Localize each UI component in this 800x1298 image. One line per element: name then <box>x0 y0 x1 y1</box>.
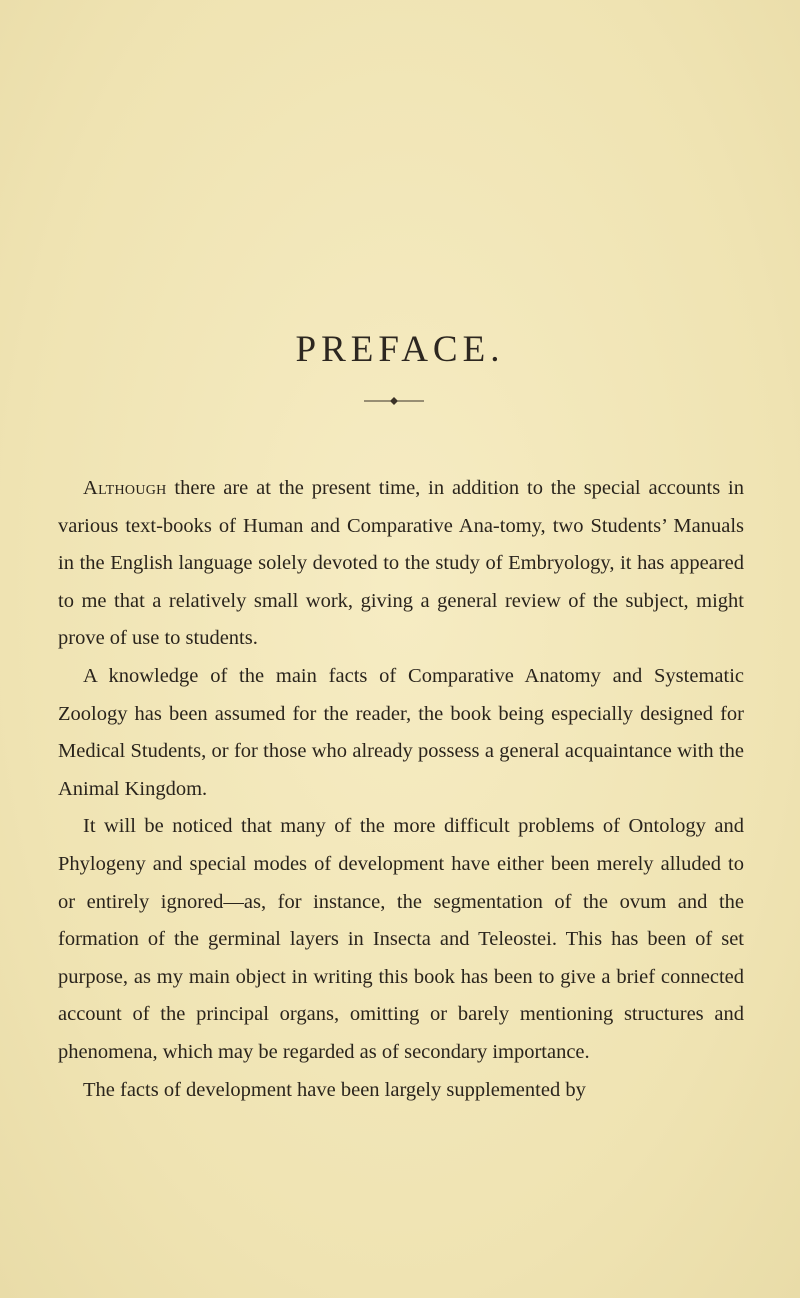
paragraph-1 <box>58 470 744 658</box>
paragraph-1-text: there are at the present time, in addition to the special accounts in various text-books of Human and Comparative Ana-tomy, two Students’ Manuals in the English language solely devoted to the study of Embryology, it has appeared to me that a relatively small work, giving a general review of the subject, might prove of use to students. <box>58 477 744 650</box>
paragraph-3: It will be noticed that many of the more difficult problems of Ontology and Phylogeny and special modes of development have either been merely alluded to or entirely ignored—as, for instance, the segmentation of the ovum and the formation of the germinal layers in Insecta and Teleostei. This has been of set purpose, as my main object in writing this book has been to give a brief connected account of the principal organs, omitting or barely mentioning structures and phenomena, which may be regarded as of secondary importance. <box>58 815 744 1063</box>
ornamental-rule <box>362 395 426 407</box>
page-title: PREFACE. <box>295 329 505 370</box>
preface-body <box>58 470 744 1109</box>
lead-word: Although <box>83 477 167 499</box>
paragraph-2: A knowledge of the main facts of Comparative Anatomy and Systematic Zoology has been assumed for the reader, the book being especially designed for Medical Students, or for those who already possess a general acquaintance with the Animal Kingdom. <box>58 664 744 800</box>
paragraph-4: The facts of development have been largely supplemented by <box>83 1078 586 1101</box>
